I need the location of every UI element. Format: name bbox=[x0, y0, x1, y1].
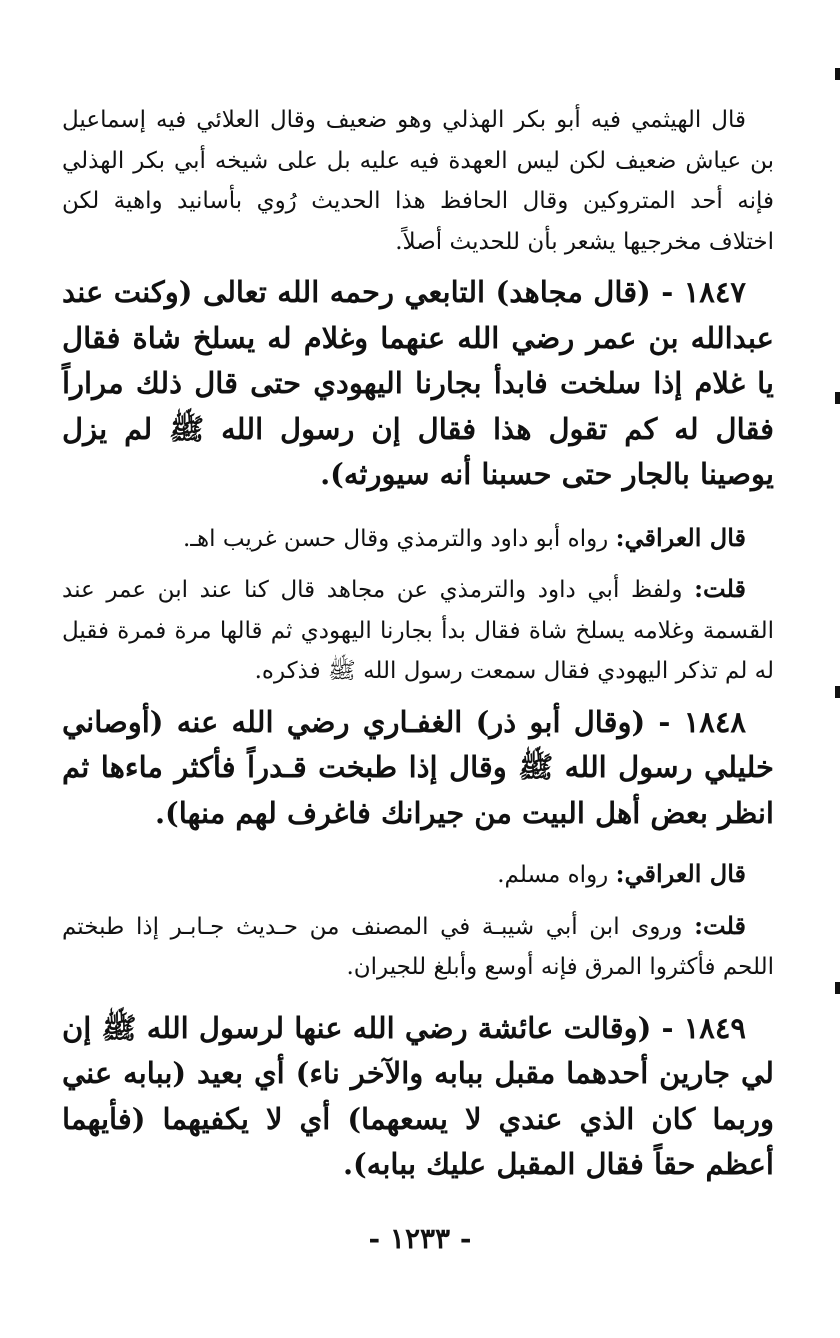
commentary-label: قلت: bbox=[694, 910, 746, 940]
commentary-paragraph: قال العراقي: رواه مسلم. bbox=[497, 859, 746, 888]
commentary-paragraph: قلت: ولفظ أبي داود والترمذي عن مجاهد قال كنا عند ابن عمر عند القسمة وغلامه يسلخ شاة فقال بدأ بجارنا اليهودي ثم قالها مرة فمرة فقيل له لم تذكر اليهودي فقال سمعت رسول الله ﷺ فذكره. bbox=[62, 574, 774, 684]
commentary-paragraph: قلت: وروى ابن أبي شيبـة في المصنف من حـديث جـابـر إذا طبختم اللحم فأكثروا المرق فإنه أوسع وأبلغ للجيران. bbox=[62, 910, 774, 980]
hadith-1849: ١٨٤٩ - (وقالت عائشة رضي الله عنها لرسول الله ﷺ إن لي جارين أحدهما مقبل ببابه والآخر ناء) أي بعيد (ببابه عني وربما كان الذي عندي لا يسعهما) أي لا يكفيهما (فأيهما أعظم حقاً فقال المقبل عليك ببابه). bbox=[62, 1010, 774, 1181]
scan-edge-mark bbox=[835, 392, 840, 404]
commentary-label: قال العراقي: bbox=[615, 859, 746, 888]
commentary-label: قال العراقي: bbox=[615, 522, 746, 552]
commentary-label: قلت: bbox=[694, 574, 746, 603]
commentary-paragraph: قال الهيثمي فيه أبو بكر الهذلي وهو ضعيف وقال العلائي فيه إسماعيل بن عياش ضعيف لكن ليس العهدة فيه عليه بل على شيخه أبي بكر الهذلي فإنه أحد المتروكين وقال الحافظ هذا الحديث رُوي بأسانيد واهية لكن اختلاف مخرجيها يشعر بأن للحديث أصلاً. bbox=[62, 107, 774, 255]
page-body bbox=[62, 100, 774, 1188]
page-number: - ١٢٣٣ - bbox=[368, 1222, 472, 1255]
scan-edge-mark bbox=[835, 982, 840, 994]
hadith-1847: ١٨٤٧ - (قال مجاهد) التابعي رحمه الله تعالى (وكنت عند عبدالله بن عمر رضي الله عنهما وغلام له يسلخ شاة فقال يا غلام إذا سلخت فابدأ بجارنا اليهودي حتى قال ذلك مراراً فقال له كم تقول هذا فقال إن رسول الله ﷺ لم يزل يوصينا بالجار حتى حسبنا أنه سيورثه). bbox=[62, 275, 774, 491]
scan-edge-mark bbox=[835, 68, 840, 80]
hadith-1848: ١٨٤٨ - (وقال أبو ذر) الغفـاري رضي الله عنه (أوصاني خليلي رسول الله ﷺ وقال إذا طبخت قـدراً فأكثر ماءها ثم انظر بعض أهل البيت من جيرانك فاغرف لهم منها). bbox=[62, 704, 774, 830]
scan-edge-mark bbox=[835, 686, 840, 698]
commentary-paragraph: قال العراقي: رواه أبو داود والترمذي وقال حسن غريب اهـ. bbox=[182, 522, 746, 552]
